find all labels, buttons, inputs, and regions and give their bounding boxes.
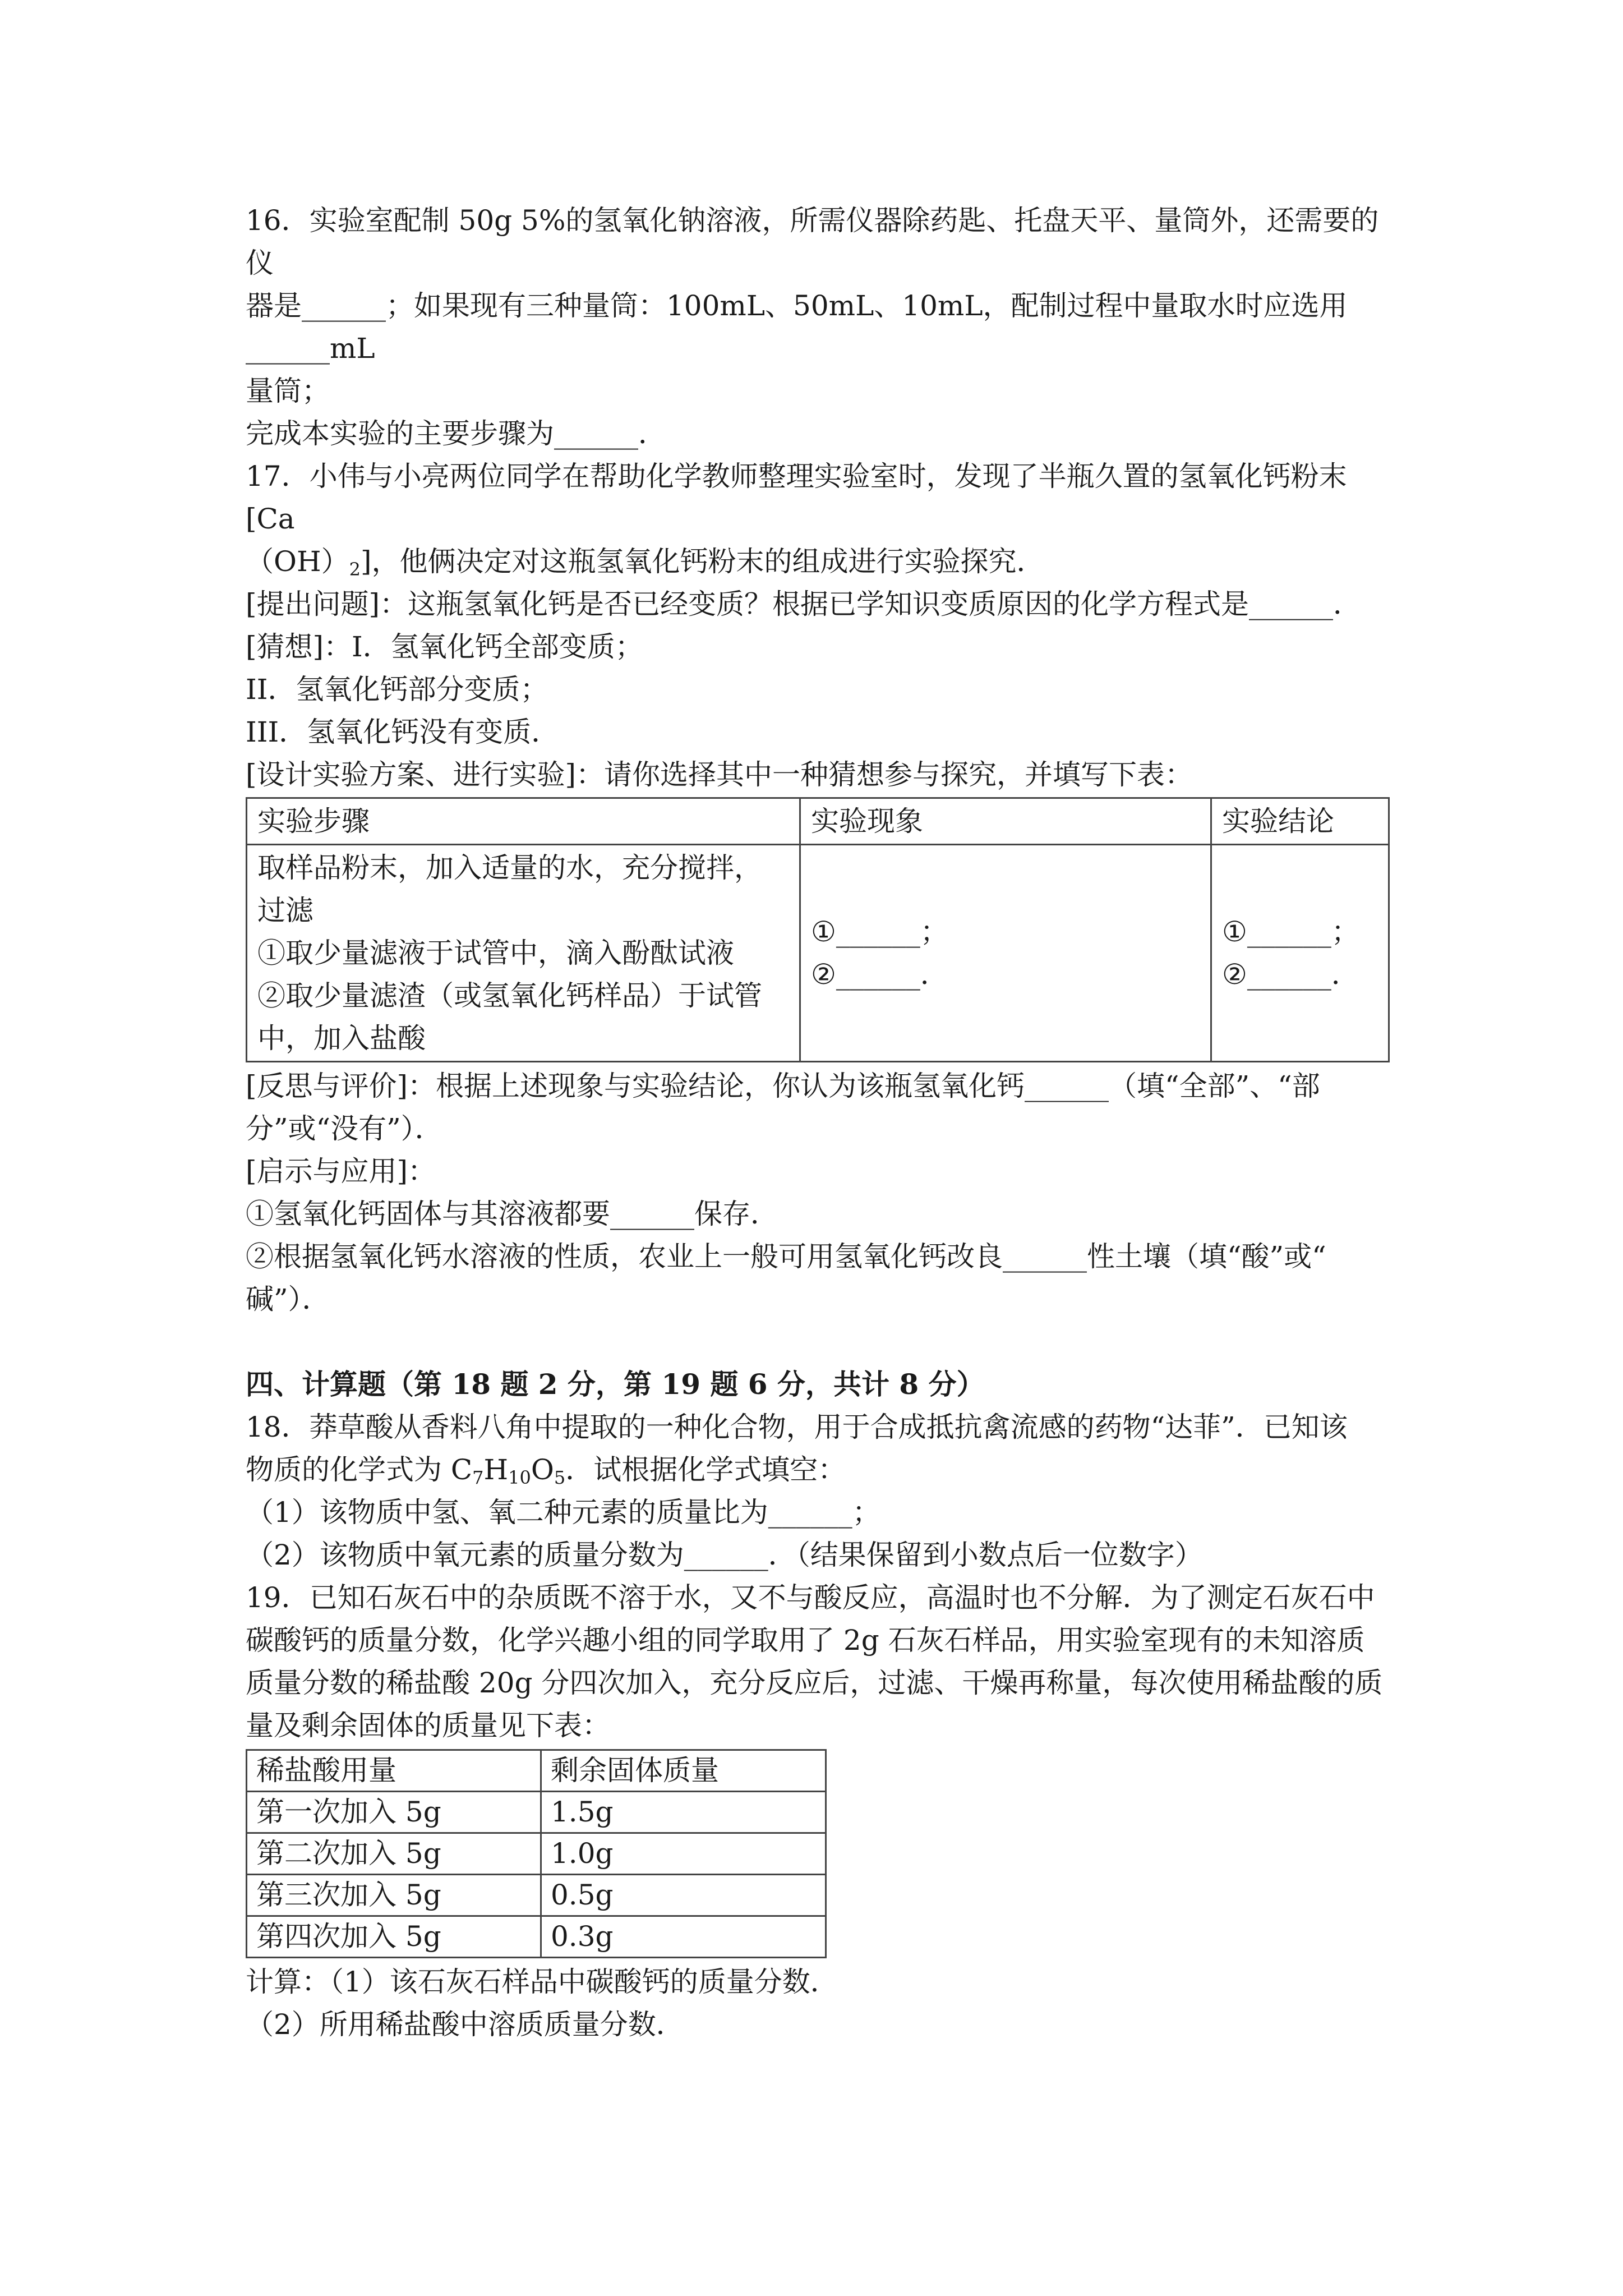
q18-formula-c: 7 bbox=[472, 1467, 484, 1488]
q17-guess-1: [猜想]：I．氢氧化钙全部变质； bbox=[246, 631, 643, 663]
header-hcl-amount: 稀盐酸用量 bbox=[247, 1750, 541, 1792]
q19-line-4: 量及剩余固体的质量见下表： bbox=[246, 1709, 610, 1742]
experiment-table-row bbox=[247, 845, 1389, 1062]
hcl-table-header bbox=[247, 1750, 826, 1792]
conclusion-blank-1: ①______； bbox=[1222, 915, 1359, 948]
q16-line-1: 16．实验室配制 50g 5%的氢氧化钠溶液，所需仪器除药匙、托盘天平、量筒外，还需要的仪 bbox=[246, 204, 1379, 279]
step-line: ①取少量滤液于试管中，滴入酚酞试液 bbox=[257, 937, 734, 969]
q19-calc-1: 计算：（1）该石灰石样品中碳酸钙的质量分数． bbox=[246, 1966, 838, 1998]
q18-formula-h-label: H bbox=[483, 1453, 509, 1486]
q18-sub-1: （1）该物质中氢、氧二种元素的质量比为______； bbox=[246, 1496, 880, 1529]
q17-apply-2a: ②根据氢氧化钙水溶液的性质，农业上一般可用氢氧化钙改良______性土壤（填“酸”或“ bbox=[246, 1240, 1326, 1273]
q16-line-2: 器是______；如果现有三种量筒：100mL、50mL、10mL，配制过程中量取水时应选用______mL bbox=[246, 289, 1348, 365]
step-line: ②取少量滤渣（或氢氧化钙样品）于试管 bbox=[257, 979, 762, 1012]
experiment-table-header bbox=[247, 798, 1389, 845]
q18-line-1: 18．莽草酸从香料八角中提取的一种化合物，用于合成抵抗禽流感的药物“达菲”．已知该 bbox=[246, 1411, 1348, 1443]
q17-apply-2b: 碱”）． bbox=[246, 1283, 330, 1315]
remaining-mass-cell: 0.3g bbox=[541, 1916, 826, 1958]
hcl-amount-cell: 第二次加入 5g bbox=[247, 1833, 541, 1875]
q17-intro-2-post: ]，他俩决定对这瓶氢氧化钙粉末的组成进行实验探究． bbox=[360, 545, 1045, 578]
q18-formula-h: 10 bbox=[508, 1467, 531, 1488]
q18-formula-o: 5 bbox=[554, 1467, 566, 1488]
q19-line-1: 19．已知石灰石中的杂质既不溶于水，又不与酸反应，高温时也不分解．为了测定石灰石中 bbox=[246, 1581, 1375, 1614]
q17-question: [提出问题]：这瓶氢氧化钙是否已经变质？根据已学知识变质原因的化学方程式是______． bbox=[246, 588, 1362, 620]
q18-sub-2: （2）该物质中氧元素的质量分数为______．（结果保留到小数点后一位数字） bbox=[246, 1539, 1203, 1571]
table-row bbox=[247, 1875, 826, 1916]
steps-cell bbox=[247, 845, 800, 1062]
q18-formula-post: ．试根据化学式填空： bbox=[565, 1453, 846, 1486]
conclusion-blank-2: ②______． bbox=[1222, 958, 1359, 991]
document-page bbox=[246, 199, 1390, 2046]
hcl-amount-cell: 第三次加入 5g bbox=[247, 1875, 541, 1916]
q17-design: [设计实验方案、进行实验]：请你选择其中一种猜想参与探究，并填写下表： bbox=[246, 758, 1193, 791]
hcl-amount-cell: 第四次加入 5g bbox=[247, 1916, 541, 1958]
q17-apply-1: ①氢氧化钙固体与其溶液都要______保存． bbox=[246, 1198, 778, 1230]
hcl-amount-cell: 第一次加入 5g bbox=[247, 1792, 541, 1833]
q17-reflect-2: 分”或“没有”）． bbox=[246, 1112, 443, 1145]
q17-intro-2-pre: （OH） bbox=[246, 545, 349, 578]
phenomenon-blank-1: ①______； bbox=[811, 915, 948, 948]
header-conclusion: 实验结论 bbox=[1211, 798, 1389, 845]
q17-reflect-1: [反思与评价]：根据上述现象与实验结论，你认为该瓶氢氧化钙______（填“全部”、“部 bbox=[246, 1070, 1320, 1102]
experiment-table bbox=[246, 797, 1390, 1062]
phenomena-cell bbox=[800, 845, 1211, 1062]
remaining-mass-cell: 0.5g bbox=[541, 1875, 826, 1916]
table-row bbox=[247, 1916, 826, 1958]
q19-line-3: 质量分数的稀盐酸 20g 分四次加入，充分反应后，过滤、干燥再称量，每次使用稀盐酸的质 bbox=[246, 1667, 1383, 1699]
q18-formula-o-label: O bbox=[531, 1453, 554, 1486]
hcl-data-table bbox=[246, 1749, 827, 1958]
conclusion-cell bbox=[1211, 845, 1389, 1062]
phenomenon-blank-2: ②______． bbox=[811, 958, 948, 991]
q17-apply: [启示与应用]： bbox=[246, 1155, 436, 1188]
q17-intro-2 bbox=[246, 540, 1390, 583]
q19-calc-2: （2）所用稀盐酸中溶质质量分数． bbox=[246, 2008, 684, 2041]
q18-formula-pre: 物质的化学式为 C bbox=[246, 1453, 473, 1486]
header-steps: 实验步骤 bbox=[247, 798, 800, 845]
q17-guess-2: II．氢氧化钙部分变质； bbox=[246, 673, 548, 706]
header-phenomena: 实验现象 bbox=[800, 798, 1211, 845]
remaining-mass-cell: 1.5g bbox=[541, 1792, 826, 1833]
q17-guess-3: III．氢氧化钙没有变质． bbox=[246, 716, 560, 748]
section-4-heading: 四、计算题（第 18 题 2 分，第 19 题 6 分，共计 8 分） bbox=[246, 1368, 985, 1401]
step-line: 取样品粉末，加入适量的水，充分搅拌， bbox=[257, 852, 762, 884]
step-line: 过滤 bbox=[257, 894, 313, 927]
step-line: 中，加入盐酸 bbox=[257, 1022, 426, 1055]
table-row bbox=[247, 1792, 826, 1833]
q18-formula-line bbox=[246, 1448, 1390, 1491]
q16-line-3: 量筒； bbox=[246, 375, 330, 407]
q17-intro-2-sub: 2 bbox=[349, 559, 361, 580]
table-row bbox=[247, 1833, 826, 1875]
header-remaining-mass: 剩余固体质量 bbox=[541, 1750, 826, 1792]
q17-intro-1: 17．小伟与小亮两位同学在帮助化学教师整理实验室时，发现了半瓶久置的氢氧化钙粉末[Ca bbox=[246, 460, 1347, 535]
remaining-mass-cell: 1.0g bbox=[541, 1833, 826, 1875]
q16-line-4: 完成本实验的主要步骤为______． bbox=[246, 417, 666, 450]
q19-line-2: 碳酸钙的质量分数，化学兴趣小组的同学取用了 2g 石灰石样品，用实验室现有的未知溶质 bbox=[246, 1624, 1365, 1657]
section-gap bbox=[246, 1320, 1390, 1363]
